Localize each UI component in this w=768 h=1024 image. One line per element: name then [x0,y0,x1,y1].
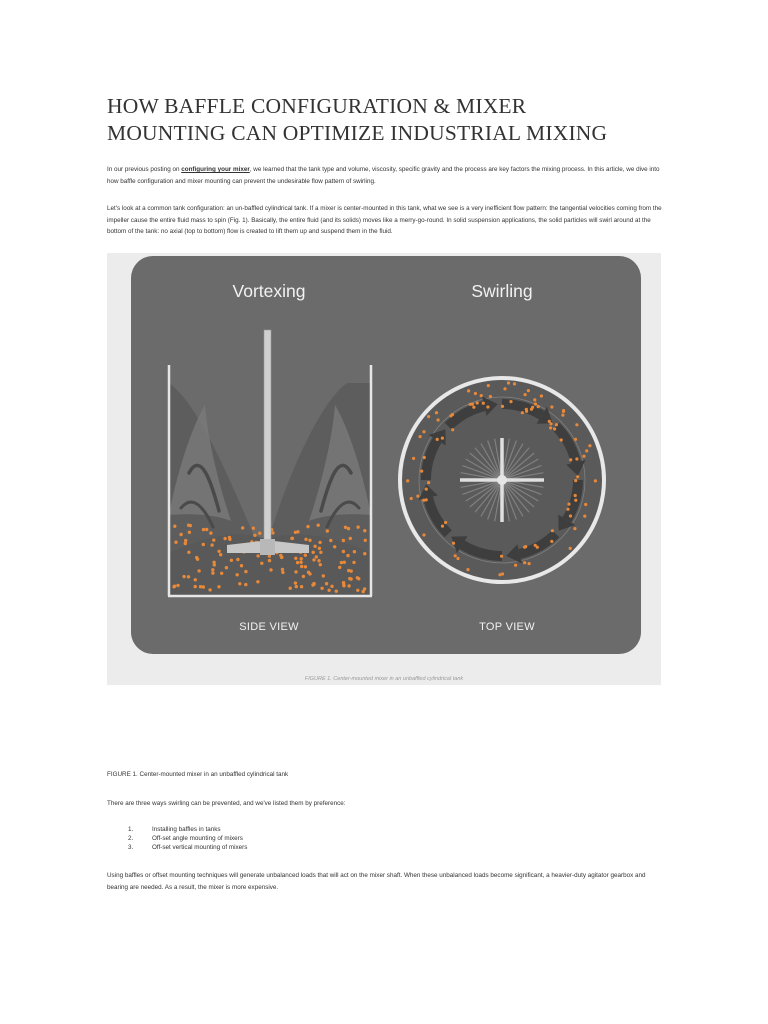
particle [187,551,190,554]
particle [347,584,350,587]
particle [466,568,469,571]
particle [299,561,302,564]
particle [317,559,320,562]
particle [289,587,292,590]
particle [347,527,350,530]
particle [291,537,294,540]
particle [534,402,537,405]
intro-paragraph [107,164,662,187]
particle [482,402,485,405]
tank-configuration-paragraph: Let's look at a common tank configuration: an un-baffled cylindrical tank. If a mixer is center-mounted in this tank, what we see is a very inefficient flow pattern: the tangential velocities coming from the impeller cause the entire fluid mass to spin (Fig. 1). Basically, the entire fluid (and its solids) moves like a merry-go-round. In solid suspension applications, the solid particles will swirl around at the bottom of the tank: no axial (top to bottom) flow is created to lift them up and suspend them in the fluid. [107,205,662,235]
particle [271,531,274,534]
particle [294,557,297,560]
particle [449,414,452,417]
particle [342,550,345,553]
particle [437,418,440,421]
particle [236,558,239,561]
particle [523,561,526,564]
particle [533,398,536,401]
particle [253,534,256,537]
particle [422,430,425,433]
particle [187,575,190,578]
swirling-title: Swirling [471,281,533,301]
particle [294,570,297,573]
particle [312,551,315,554]
particle [209,531,212,534]
list-item-text: Off-set vertical mounting of mixers [152,844,248,851]
particle [549,422,552,425]
list-item-number: 1. [128,826,134,833]
particle [269,568,272,571]
particle [451,428,454,431]
particle [338,566,341,569]
configuring-mixer-link[interactable]: configuring your mixer [181,166,250,173]
title-line-1: HOW BAFFLE CONFIGURATION & MIXER [107,94,527,118]
particle [561,414,564,417]
particle [213,563,216,566]
particle [537,405,540,408]
particle [256,554,259,557]
particle [342,581,345,584]
particle [184,542,187,545]
particle [244,583,247,586]
particle [500,555,503,558]
list-item-text: Installing baffles in tanks [152,826,221,833]
prevention-intro-paragraph: There are three ways swirling can be prevented, and we've listed them by preference: [107,800,346,807]
particle [202,543,205,546]
particle [236,573,239,576]
list-item [128,825,247,834]
particle [573,527,576,530]
particle [452,542,455,545]
particle [195,556,198,559]
particle [574,479,577,482]
particle [295,585,298,588]
particle [279,554,282,557]
particle [575,457,578,460]
particle [553,427,556,430]
particle [194,578,197,581]
particle [294,581,297,584]
particle [329,539,332,542]
particle [179,533,182,536]
list-item-number: 3. [128,844,134,851]
particle [410,497,413,500]
particle [487,384,490,387]
particle [521,411,524,414]
particle [252,527,255,530]
particle [420,470,423,473]
particle [174,541,177,544]
particle [574,499,577,502]
particle [416,495,419,498]
particle [176,584,179,587]
particle [296,530,299,533]
particle [524,545,527,548]
particle [527,389,530,392]
particle [313,545,316,548]
particle [423,456,426,459]
particle [441,525,444,528]
particle [318,547,321,550]
particle [422,533,425,536]
particle [318,541,321,544]
particle [489,395,492,398]
particle [219,553,222,556]
particle [302,575,305,578]
particle [173,525,176,528]
particle [217,550,220,553]
particle [281,568,284,571]
particle [476,401,479,404]
particle [588,444,591,447]
particle [362,590,365,593]
particle [202,528,205,531]
particle [217,585,220,588]
intro-text-end: , we learned that the tank type and volume, viscosity, specific gravity and the process are key factors the mixing process. In this article, we dive into how baffle configuration and mixer mounting can prevent the undesirable flow pattern of swirling. [107,166,660,185]
particle [507,381,510,384]
particle [352,561,355,564]
particle [230,559,233,562]
unbalanced-loads-paragraph: Using baffles or offset mounting techniques will generate unbalanced loads that will act on the mixer shaft. When these unbalanced loads become significant, a heavier-duty agitator gearbox and bearing are needed. As a result, the mixer is more expensive. [107,872,646,891]
particle [182,575,185,578]
particle [550,405,553,408]
intro-text-start: In our previous posting on [107,166,182,173]
particle [503,387,506,390]
particle [349,537,352,540]
particle [364,539,367,542]
particle [258,532,261,535]
particle [225,566,228,569]
particle [419,435,422,438]
particle [211,568,214,571]
list-item [128,843,247,852]
figure-1 [107,253,661,685]
particle [173,585,176,588]
particle [333,545,336,548]
particle [472,406,475,409]
particle [363,552,366,555]
particle [513,382,516,385]
particle [202,585,205,588]
particle [540,394,543,397]
particle [555,423,558,426]
particle [188,531,191,534]
particle [498,573,501,576]
particle [281,571,284,574]
particle [422,499,425,502]
particle [205,528,208,531]
particle [444,521,447,524]
particle [585,449,588,452]
particle [356,525,359,528]
figure-caption: FIGURE 1. Center-mounted mixer in an unbaffled cylindrical tank [304,676,464,682]
particle [566,508,569,511]
particle [550,540,553,543]
particle [356,589,359,592]
particle [524,393,527,396]
particle [211,571,214,574]
particle [574,494,577,497]
side-view-label: SIDE VIEW [239,621,299,633]
particle [244,570,247,573]
particle [312,582,315,585]
particle [325,582,328,585]
particle [317,524,320,527]
particle [326,529,329,532]
particle [304,554,307,557]
figure-reference-label: FIGURE 1. Center-mounted mixer in an unbaffled cylindrical tank [107,771,289,778]
particle [549,426,552,429]
particle [197,569,200,572]
particle [300,585,303,588]
particle [525,408,528,411]
list-item [128,834,247,843]
particle [300,565,303,568]
vortexing-title: Vortexing [232,281,306,301]
list-item-text: Off-set angle mounting of mixers [152,835,243,842]
particle [304,565,307,568]
title-line-2: MOUNTING CAN OPTIMIZE INDUSTRIAL MIXING [107,121,608,145]
particle [320,587,323,590]
particle [348,577,351,580]
particle [343,561,346,564]
particle [427,415,430,418]
particle [256,580,259,583]
particle [260,562,263,565]
particle [347,569,350,572]
particle [322,574,325,577]
particle [514,564,517,567]
particle [335,590,338,593]
particle [567,503,570,506]
particle [346,554,349,557]
particle [583,515,586,518]
list-item-number: 2. [128,835,134,842]
particle [296,561,299,564]
particle [306,525,309,528]
particle [534,544,537,547]
particle [344,526,347,529]
particle [441,437,444,440]
particle [238,582,241,585]
particle [312,558,315,561]
particle [220,572,223,575]
particle [425,488,428,491]
particle [228,538,231,541]
particle [467,389,470,392]
particle [584,503,587,506]
particle [560,438,563,441]
particle [319,563,322,566]
particle [454,554,457,557]
particle [208,588,211,591]
particle [300,557,303,560]
particle [594,479,597,482]
particle [210,543,213,546]
particle [435,411,438,414]
particle [353,550,356,553]
prevention-methods-list [128,825,247,852]
particle [327,589,330,592]
particle [342,584,345,587]
particle [212,538,215,541]
particle [330,585,333,588]
top-view-label: TOP VIEW [479,621,535,633]
particle [194,585,197,588]
particle [569,547,572,550]
particle [427,481,430,484]
particle [412,457,415,460]
particle [241,526,244,529]
particle [356,576,359,579]
particle [436,438,439,441]
particle [501,405,504,408]
particle [340,561,343,564]
particle [308,572,311,575]
particle [363,529,366,532]
particle [456,557,459,560]
particle [319,551,322,554]
particle [240,564,243,567]
particle [551,529,554,532]
particle [268,559,271,562]
particle [184,539,187,542]
particle [576,475,579,478]
particle [569,458,572,461]
particle [574,438,577,441]
particle [582,455,585,458]
page-title [107,93,687,147]
particle [471,403,474,406]
particle [531,406,534,409]
particle [562,409,565,412]
particle [509,400,512,403]
particle [486,405,489,408]
particle [304,538,307,541]
particle [474,392,477,395]
particle [308,539,311,542]
particle [223,537,226,540]
particle [575,423,578,426]
particle [189,524,192,527]
particle [315,555,318,558]
particle [480,394,483,397]
particle [342,539,345,542]
particle [406,479,409,482]
particle [528,562,531,565]
particle [569,514,572,517]
